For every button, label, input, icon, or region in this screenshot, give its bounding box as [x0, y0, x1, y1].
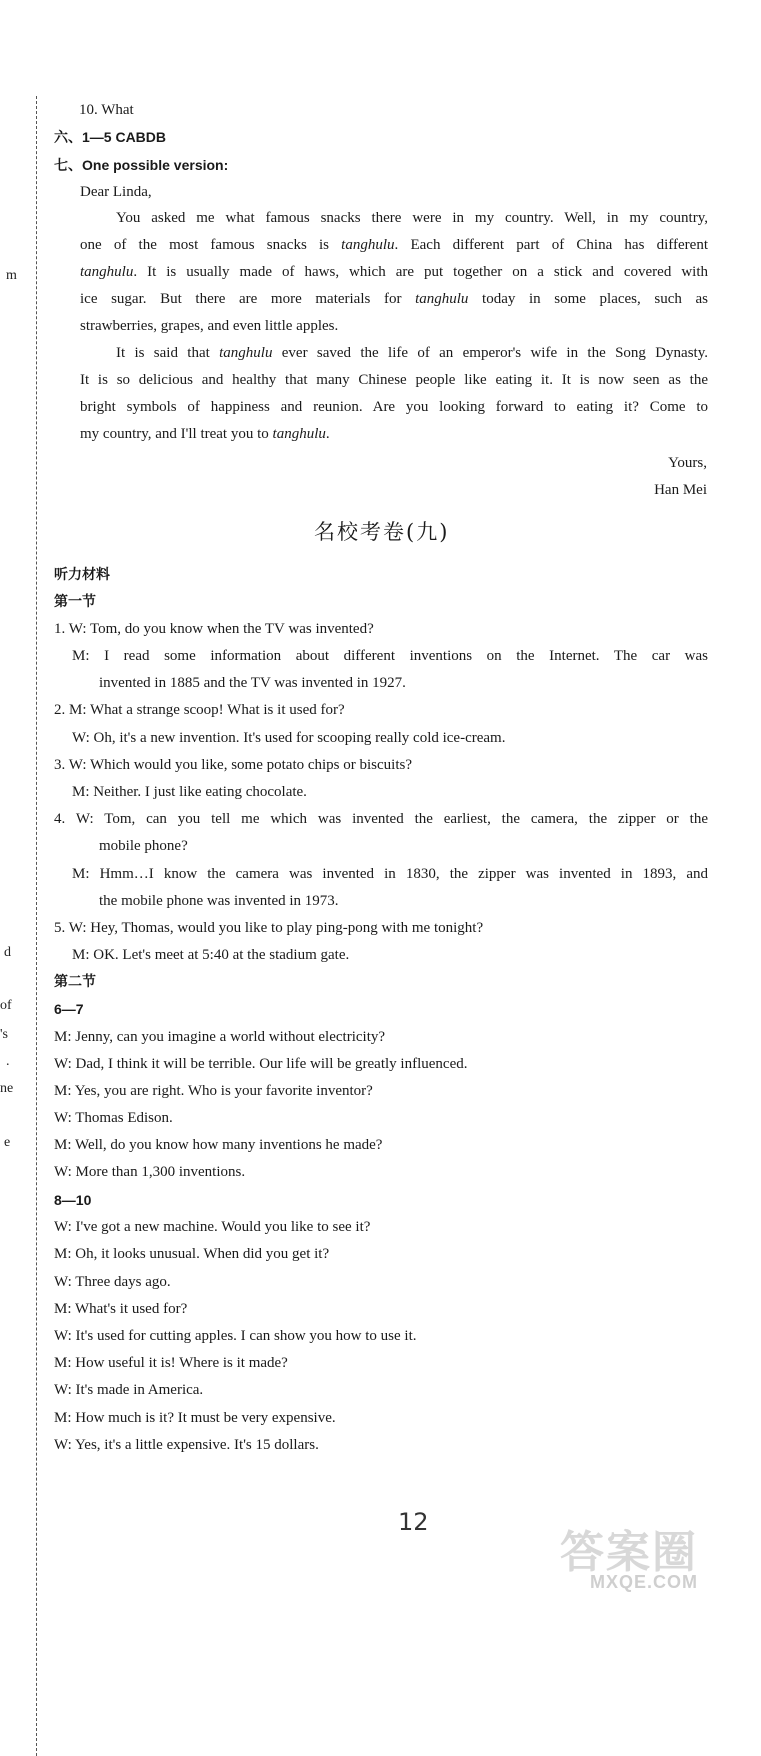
section1-label: 第一节	[54, 594, 96, 610]
item-10: 10. What	[79, 102, 134, 118]
letter-line: one of the most famous snacks is tanghulu. Each different part of China has different	[80, 237, 708, 253]
letter-line: strawberries, grapes, and even little apples.	[80, 318, 339, 334]
dialogue-line: M: Yes, you are right. Who is your favorite inventor?	[54, 1083, 373, 1099]
dialogue-line: 4. W: Tom, can you tell me which was invented the earliest, the camera, the zipper or the	[54, 811, 708, 827]
dialogue-line: W: Oh, it's a new invention. It's used for scooping really cold ice-cream.	[72, 730, 506, 746]
dialogue-line: 3. W: Which would you like, some potato chips or biscuits?	[54, 757, 413, 773]
dialogue-line: mobile phone?	[99, 838, 188, 854]
margin-letter: of	[0, 998, 12, 1013]
margin-letter: m	[6, 268, 17, 283]
question-range: 6—7	[54, 1001, 84, 1017]
margin-letter: 's	[0, 1027, 8, 1042]
letter-line: ice sugar. But there are more materials for tanghulu today in some places, such as	[80, 291, 708, 307]
part6-answers: 六、1—5 CABDB	[54, 129, 167, 145]
dialogue-line: M: Well, do you know how many inventions he made?	[54, 1137, 383, 1153]
letter-line: bright symbols of happiness and reunion. Are you looking forward to eating it? Come to	[80, 399, 708, 415]
dialogue-line: 1. W: Tom, do you know when the TV was invented?	[54, 621, 374, 637]
dialogue-line: W: It's made in America.	[54, 1382, 204, 1398]
handwritten-page-number: 12	[398, 1508, 429, 1536]
watermark-site: MXQE.COM	[590, 1572, 699, 1592]
dialogue-line: W: It's used for cutting apples. I can show you how to use it.	[54, 1328, 417, 1344]
letter-line: tanghulu. It is usually made of haws, which are put together on a stick and covered with	[80, 264, 708, 280]
dialogue-line: invented in 1885 and the TV was invented in 1927.	[99, 675, 406, 691]
dialogue-line: M: OK. Let's meet at 5:40 at the stadium gate.	[72, 947, 350, 963]
exam-title: 名校考卷(九)	[314, 520, 450, 544]
listening-label: 听力材料	[54, 567, 110, 583]
dialogue-line: M: Jenny, can you imagine a world without electricity?	[54, 1029, 386, 1045]
part7-label: 七、One possible version:	[54, 157, 229, 173]
letter-line: It is so delicious and healthy that many Chinese people like eating it. It is now seen as the	[80, 372, 708, 388]
watermark-logo: 答案圈	[560, 1527, 698, 1578]
dialogue-line: the mobile phone was invented in 1973.	[99, 893, 339, 909]
dialogue-line: W: Thomas Edison.	[54, 1110, 173, 1126]
margin-letter: .	[6, 1054, 10, 1069]
section2-label: 第二节	[54, 974, 96, 990]
letter-salutation: Dear Linda,	[80, 184, 152, 200]
letter-line: my country, and I'll treat you to tanghulu.	[80, 426, 330, 442]
dialogue-line: W: Three days ago.	[54, 1274, 171, 1290]
dialogue-line: M: What's it used for?	[54, 1301, 188, 1317]
dialogue-line: 5. W: Hey, Thomas, would you like to play ping-pong with me tonight?	[54, 920, 484, 936]
letter-line: You asked me what famous snacks there were in my country. Well, in my country,	[116, 210, 708, 226]
dialogue-line: W: Yes, it's a little expensive. It's 15 dollars.	[54, 1437, 319, 1453]
dialogue-line: M: How useful it is! Where is it made?	[54, 1355, 288, 1371]
letter-closing: Yours,	[668, 455, 707, 471]
dialogue-line: W: More than 1,300 inventions.	[54, 1164, 246, 1180]
letter-signature: Han Mei	[654, 482, 707, 498]
dialogue-line: W: Dad, I think it will be terrible. Our life will be greatly influenced.	[54, 1056, 468, 1072]
dialogue-line: M: I read some information about different inventions on the Internet. The car was	[72, 648, 708, 664]
dialogue-line: M: Neither. I just like eating chocolate.	[72, 784, 307, 800]
letter-line: It is said that tanghulu ever saved the life of an emperor's wife in the Song Dynasty.	[116, 345, 708, 361]
question-range: 8—10	[54, 1192, 92, 1208]
dialogue-line: M: How much is it? It must be very expensive.	[54, 1410, 336, 1426]
margin-letter: d	[4, 945, 11, 960]
dialogue-line: M: Hmm…I know the camera was invented in 1830, the zipper was invented in 1893, and	[72, 866, 708, 882]
dialogue-line: M: Oh, it looks unusual. When did you get it?	[54, 1246, 330, 1262]
margin-letter: e	[4, 1135, 11, 1150]
dialogue-line: W: I've got a new machine. Would you like to see it?	[54, 1219, 371, 1235]
margin-letter: ne	[0, 1081, 14, 1096]
dialogue-line: 2. M: What a strange scoop! What is it used for?	[54, 702, 345, 718]
